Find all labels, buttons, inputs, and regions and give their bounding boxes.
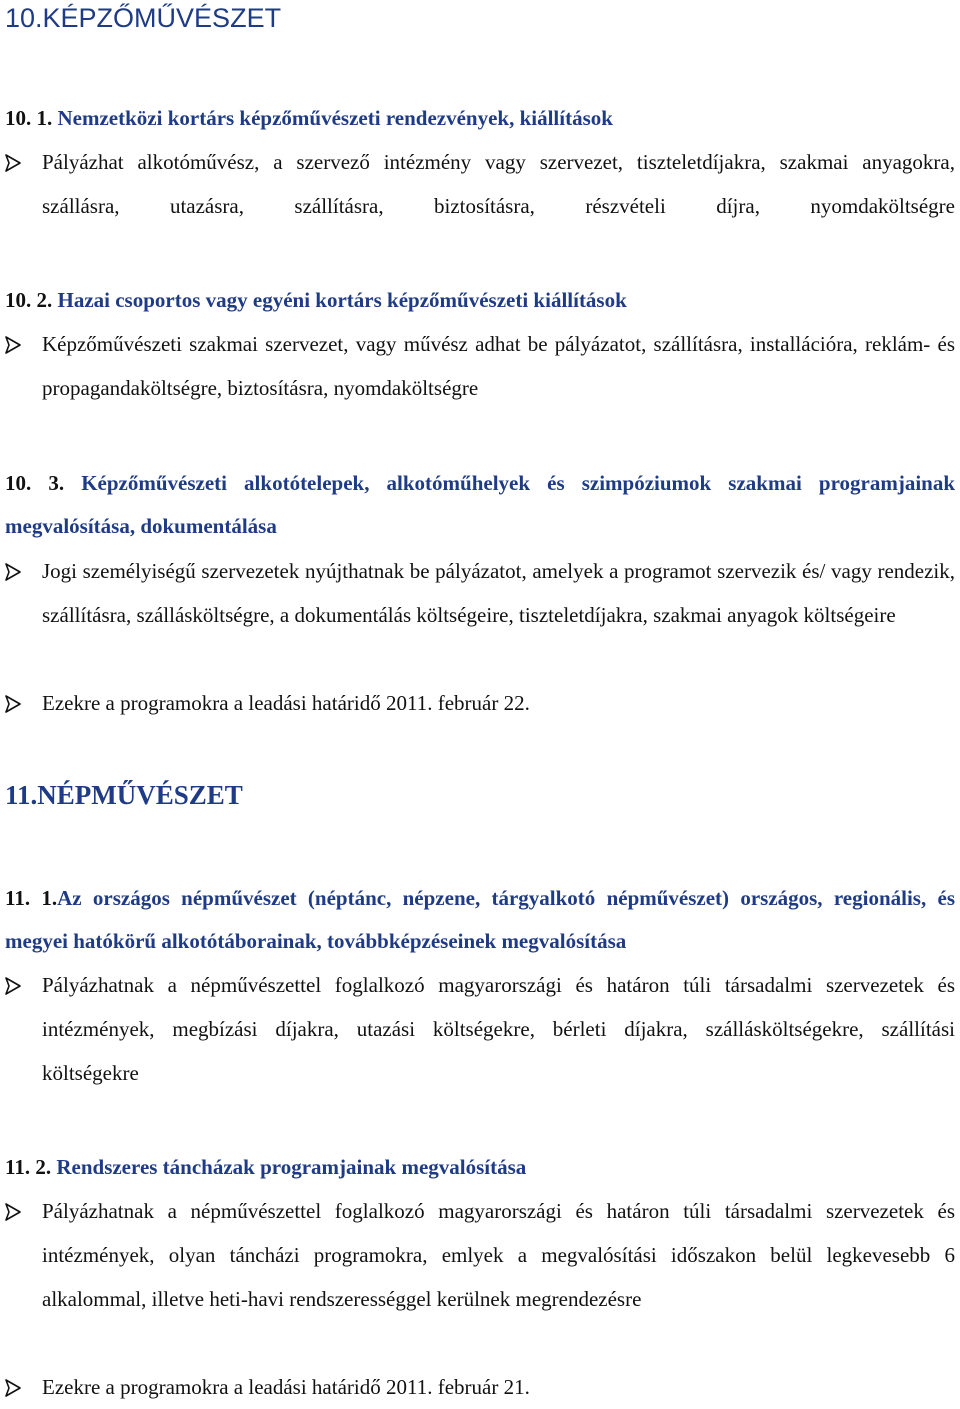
arrow-bullet-icon <box>5 563 21 581</box>
section-number: 11. 2. <box>5 1155 52 1179</box>
section-heading <box>5 1146 955 1189</box>
section-heading <box>5 462 955 548</box>
section-number: 10. 1. <box>5 106 53 130</box>
section-number: 11. 1. <box>5 886 58 910</box>
bullet-item <box>42 322 955 410</box>
section-title: Képzőművészeti alkotótelepek, alkotóműhelyek és szimpóziumok szakmai programjainak megvalósítása, dokumentálása <box>5 471 956 538</box>
bullet-item <box>42 1365 955 1409</box>
chapter-title: 11.NÉPMŰVÉSZET <box>5 780 243 810</box>
section-heading <box>5 877 955 963</box>
section-title: Rendszeres táncházak programjainak megvalósítása <box>56 1155 527 1179</box>
section-title: Az országos népművészet (néptánc, népzene, tárgyalkotó népművészet) országos, regionális, és megyei hatókörű alkotótáborainak, továbbképzéseinek megvalósítása <box>5 886 955 953</box>
section-heading <box>5 279 955 322</box>
section-title: Nemzetközi kortárs képzőművészeti rendezvények, kiállítások <box>57 106 613 130</box>
section-title: Hazai csoportos vagy egyéni kortárs képzőművészeti kiállítások <box>57 288 627 312</box>
arrow-bullet-icon <box>5 336 21 354</box>
section-number: 10. 2. <box>5 288 53 312</box>
bullet-text: Pályázhatnak a népművészettel foglalkozó magyarországi és határon túli társadalmi szervezetek és intézmények, megbízási díjakra, utazási költségekre, bérleti díjakra, szállásköltségekre, szállítási költségekre <box>42 973 955 1085</box>
arrow-bullet-icon <box>5 1203 21 1221</box>
arrow-bullet-icon <box>5 154 21 172</box>
bullet-item <box>42 681 955 725</box>
bullet-text: Pályázhat alkotóművész, a szervező intézmény vagy szervezet, tiszteletdíjakra, szakmai anyagokra, szállásra, utazásra, szállításra, biztosításra, részvételi díjra, nyomdaköltségre <box>42 150 955 218</box>
bullet-text: Ezekre a programokra a leadási határidő 2011. február 21. <box>42 1375 530 1399</box>
arrow-bullet-icon <box>5 695 21 713</box>
section-number: 10. 3. <box>5 471 65 495</box>
chapter-title: 10.KÉPZŐMŰVÉSZET <box>5 3 282 33</box>
bullet-item <box>42 963 955 1095</box>
bullet-text: Ezekre a programokra a leadási határidő 2011. február 22. <box>42 691 530 715</box>
arrow-bullet-icon <box>5 1379 21 1397</box>
bullet-item <box>42 549 955 637</box>
bullet-item <box>42 1189 955 1321</box>
bullet-text: Képzőművészeti szakmai szervezet, vagy művész adhat be pályázatot, szállításra, installációra, reklám- és propagandaköltségre, biztosításra, nyomdaköltségre <box>42 332 955 400</box>
arrow-bullet-icon <box>5 977 21 995</box>
section-heading <box>5 97 955 140</box>
bullet-item <box>42 140 955 228</box>
bullet-text: Jogi személyiségű szervezetek nyújthatnak be pályázatot, amelyek a programot szervezik és/ vagy rendezik, szállításra, szállásköltségre, a dokumentálás költségeire, tiszteletdíjakra, szakmai anyagok költségeire <box>42 559 955 627</box>
bullet-text: Pályázhatnak a népművészettel foglalkozó magyarországi és határon túli társadalmi szervezetek és intézmények, olyan táncházi programokra, emlyek a megvalósítási időszakon belül legkevesebb 6 alkalommal, illetve heti-havi rendszerességgel kerülnek megrendezésre <box>42 1199 955 1311</box>
